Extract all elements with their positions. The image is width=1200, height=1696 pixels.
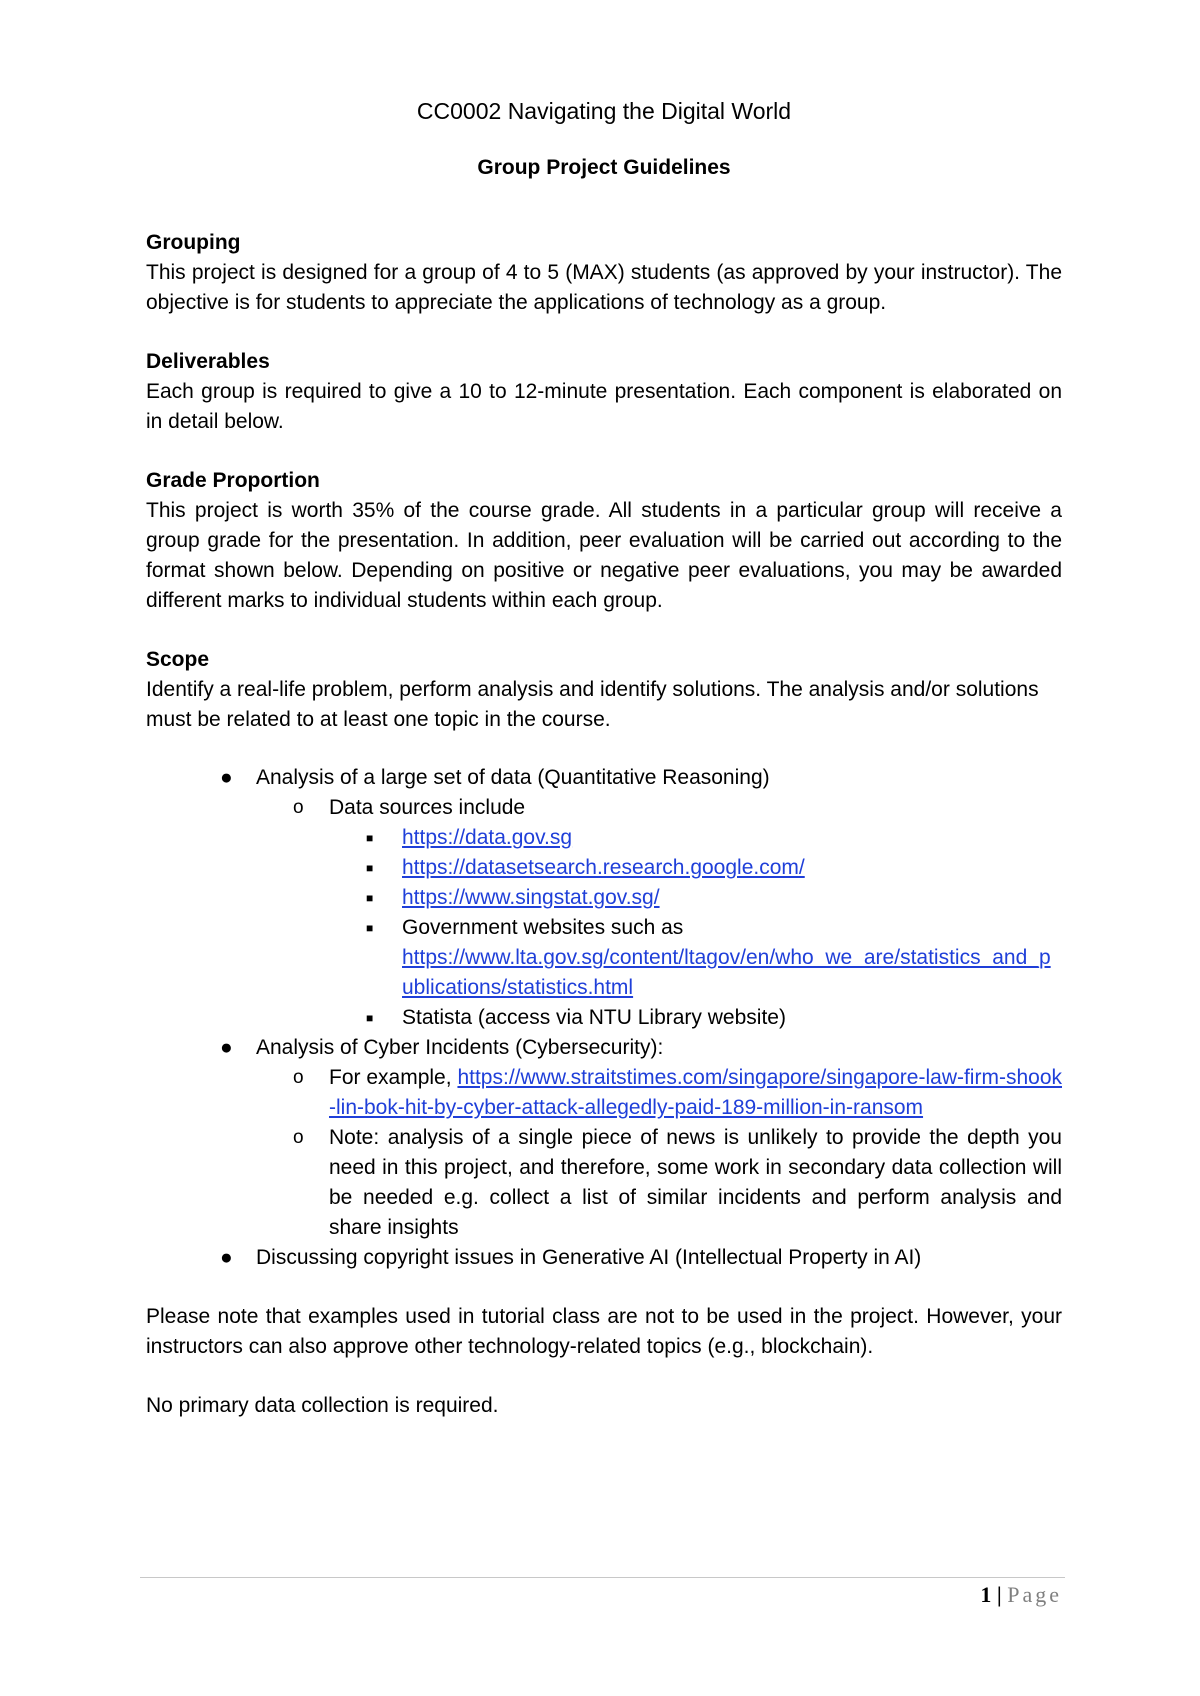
square-bullet-icon: ■ xyxy=(366,1011,374,1025)
bullet-icon: ● xyxy=(220,1246,233,1269)
link-dataset-search[interactable]: https://datasetsearch.research.google.com/ xyxy=(402,856,805,879)
page-label: Page xyxy=(1007,1582,1062,1607)
link-straitstimes[interactable]: https://www.straitstimes.com/singapore/singapore-law-firm-shook-lin-bok-hit-by-cyber-attack-allegedly-paid-189-million-in-ransom xyxy=(329,1066,1062,1119)
footer-divider xyxy=(140,1577,1065,1578)
grouping-body: This project is designed for a group of 4 to 5 (MAX) students (as approved by your instructor). The objective is for students to appreciate the applications of technology as a group. xyxy=(146,261,1062,314)
list-item xyxy=(146,913,1062,1003)
scope-item-copyright: Discussing copyright issues in Generative AI (Intellectual Property in AI) xyxy=(256,1246,922,1269)
page-footer xyxy=(0,1580,1062,1610)
scope-body: Identify a real-life problem, perform analysis and identify solutions. The analysis and/or solutions must be related to at least one topic in the course. xyxy=(146,678,1039,731)
cyber-note: Note: analysis of a single piece of news is unlikely to provide the depth you need in this project, and therefore, some work in secondary data collection will be needed e.g. collect a list of similar incidents and perform analysis and share insights xyxy=(329,1126,1062,1239)
link-lta[interactable]: https://www.lta.gov.sg/content/ltagov/en/who_we_are/statistics_and_publications/statistics.html xyxy=(402,946,1051,999)
list-item xyxy=(146,853,1062,883)
document-title: CC0002 Navigating the Digital World xyxy=(416,98,792,124)
square-bullet-icon: ■ xyxy=(366,891,374,905)
circle-bullet-icon: o xyxy=(293,797,304,818)
list-item xyxy=(146,883,1062,913)
list-item xyxy=(146,823,1062,853)
page-number: 1 xyxy=(980,1582,992,1607)
scope-item-data-sources: Data sources include xyxy=(329,796,526,819)
statista-text: Statista (access via NTU Library website) xyxy=(402,1006,786,1029)
square-bullet-icon: ■ xyxy=(366,861,374,875)
link-singstat[interactable]: https://www.singstat.gov.sg/ xyxy=(402,886,660,909)
grouping-section xyxy=(146,228,1062,318)
link-data-gov[interactable]: https://data.gov.sg xyxy=(402,826,573,849)
scope-heading: Scope xyxy=(146,648,210,671)
grade-section xyxy=(146,466,1062,616)
bullet-icon: ● xyxy=(220,1036,233,1059)
list-item xyxy=(146,763,1062,793)
list-item xyxy=(146,793,1062,823)
closing-final xyxy=(146,1391,1062,1421)
scope-section xyxy=(146,645,1062,1273)
list-item xyxy=(146,1033,1062,1063)
grade-body: This project is worth 35% of the course grade. All students in a particular group will receive a group grade for the presentation. In addition, peer evaluation will be carried out according to the format shown below. Depending on positive or negative peer evaluations, you may be awarded different marks to individual students within each group. xyxy=(146,499,1062,612)
circle-bullet-icon: o xyxy=(293,1127,304,1148)
closing-statement: No primary data collection is required. xyxy=(146,1394,499,1417)
government-websites-text: Government websites such as xyxy=(402,916,684,939)
list-item xyxy=(146,1063,1062,1123)
bullet-icon: ● xyxy=(220,766,233,789)
cyber-example xyxy=(329,1063,1062,1123)
scope-item-cyber: Analysis of Cyber Incidents (Cybersecurity): xyxy=(256,1036,664,1059)
list-item xyxy=(146,1003,1062,1033)
closing-section xyxy=(146,1302,1062,1362)
deliverables-section xyxy=(146,347,1062,437)
closing-note: Please note that examples used in tutorial class are not to be used in the project. However, your instructors can also approve other technology-related topics (e.g., blockchain). xyxy=(146,1305,1062,1358)
circle-bullet-icon: o xyxy=(293,1067,304,1088)
deliverables-body: Each group is required to give a 10 to 12-minute presentation. Each component is elaborated on in detail below. xyxy=(146,380,1062,433)
document-subtitle: Group Project Guidelines xyxy=(477,156,731,179)
page-separator: | xyxy=(996,1582,1002,1607)
square-bullet-icon: ■ xyxy=(366,921,374,935)
grouping-heading: Grouping xyxy=(146,231,241,254)
scope-list xyxy=(146,763,1062,1273)
list-item xyxy=(146,1123,1062,1243)
example-prefix: For example, xyxy=(329,1066,458,1089)
grade-heading: Grade Proportion xyxy=(146,469,320,492)
list-item xyxy=(146,1243,1062,1273)
deliverables-heading: Deliverables xyxy=(146,350,270,373)
scope-item-data: Analysis of a large set of data (Quantitative Reasoning) xyxy=(256,766,770,789)
square-bullet-icon: ■ xyxy=(366,831,374,845)
